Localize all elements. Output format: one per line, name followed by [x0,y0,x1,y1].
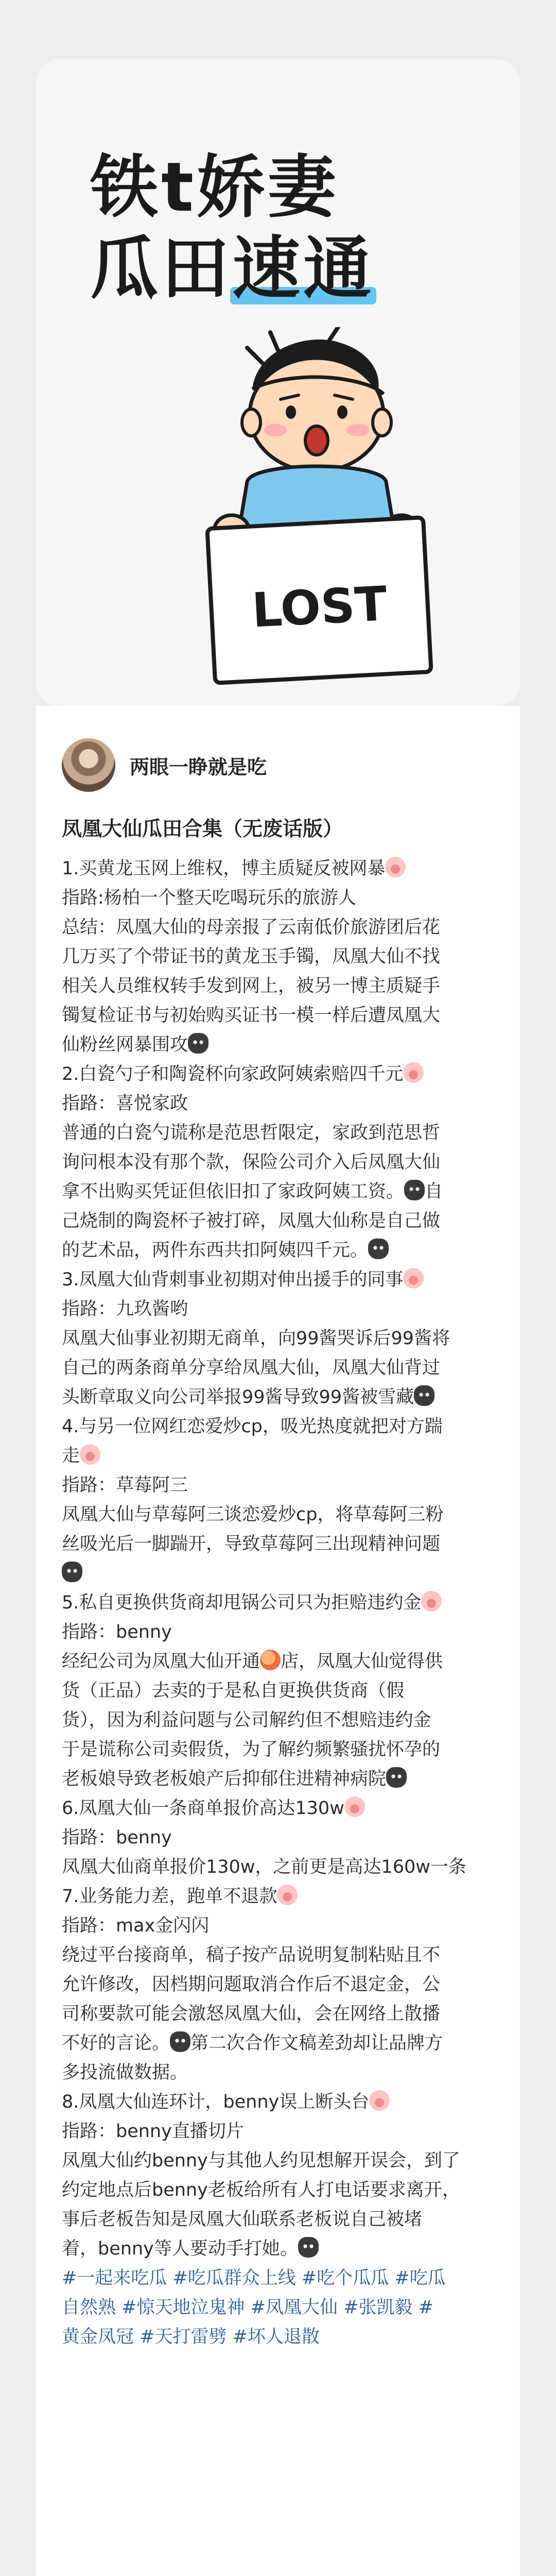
body-line: 镯复检证书与初始购买证书一模一样后遭凤凰大 [62,1005,441,1026]
body-line: 头断章取义向公司举报99酱导致99酱被雪藏 [62,1383,515,1412]
hashtag-line[interactable]: 黄金凤冠 #天打雷劈 #坏人退散 [62,2327,320,2347]
peach-emoji-icon [260,1650,281,1670]
cat-emoji-icon [298,2237,319,2258]
cat-emoji-icon [404,1180,425,1200]
body-line: 4.与另一位网红恋爱炒cp，吸光热度就把对方踹 [62,1416,443,1437]
body-line: 着，benny等人要动手打她。 [62,2234,515,2264]
body-line: 凤凰大仙商单报价130w，之前更是高达160w一条 [62,1857,466,1877]
body-line: 指路：喜悦家政 [62,1093,188,1114]
avatar[interactable] [62,738,115,792]
cover-title-line2 [90,228,374,310]
body-line: 相关人员维权转手发到网上，被另一博主质疑手 [62,976,441,996]
body-line: 凤凰大仙事业初期无商单，向99酱哭诉后99酱将 [62,1328,450,1349]
pig-emoji-icon [385,857,406,877]
body-line: 普通的白瓷勺谎称是范思哲限定，家政到范思哲 [62,1123,441,1143]
post-body [62,854,515,2352]
cover-title [90,147,374,310]
body-line: 货（正品）去卖的于是私自更换供货商（假 [62,1681,405,1701]
body-line: 不好的言论。 第二次合作文稿差劲却让品牌方 [62,2029,515,2058]
body-line: 7.业务能力差，跑单不退款 [62,1882,515,1911]
body-line: 指路：九玖酱哟 [62,1299,188,1319]
body-line: 老板娘导致老板娘产后抑郁住进精神病院 [62,1765,515,1794]
body-line: 允许修改，因档期问题取消合作后不退定金，公 [62,1974,441,1995]
body-line: 丝吸光后一脚踹开，导致草莓阿三出现精神问题 [62,1534,441,1554]
cat-emoji-icon [188,1033,208,1054]
body-line: 拿不出购买凭证但依旧扣了家政阿姨工资。 自 [62,1177,515,1207]
body-line: 于是谎称公司卖假货，为了解约频繁骚扰怀孕的 [62,1739,441,1760]
body-line: 事后老板告知是凤凰大仙联系老板说自己被堵 [62,2209,423,2230]
cat-emoji-icon [414,1385,435,1406]
body-line: 指路：benny [62,1827,172,1848]
body-line: 指路：benny直播切片 [62,2121,244,2142]
body-line: 约定地点后benny老板给所有人打电话要求离开， [62,2180,460,2200]
body-line: 凤凰大仙与草莓阿三谈恋爱炒cp，将草莓阿三粉 [62,1504,444,1525]
body-line [62,1559,515,1588]
body-line: 经纪公司为凤凰大仙开通 店，凤凰大仙觉得供 [62,1647,515,1676]
body-line: 的艺术品，两件东西共扣阿姨四千元。 [62,1236,515,1265]
body-line: 3.凤凰大仙背刺事业初期对伸出援手的同事 [62,1265,515,1295]
cover-image[interactable] [36,59,520,706]
cat-emoji-icon [386,1767,407,1788]
body-line: 凤凰大仙约benny与其他人约见想解开误会，到了 [62,2150,460,2171]
body-line: 多投流做数据。 [62,2062,188,2083]
cover-title-line2-a: 瓜田 [90,229,232,309]
pig-emoji-icon [277,1885,298,1905]
body-line: 指路：benny [62,1622,172,1642]
body-line: 1.买黄龙玉网上维权，博主质疑反被网暴 [62,854,515,884]
cat-emoji-icon [170,2031,190,2052]
pig-emoji-icon [369,2090,390,2111]
sign-text: LOST [250,576,389,638]
body-line: 指路：max金闪闪 [62,1916,210,1936]
pig-emoji-icon [344,1797,365,1817]
body-line: 8.凤凰大仙连环计，benny误上断头台 [62,2088,515,2117]
author-name[interactable]: 两眼一睁就是吃 [130,755,267,778]
cat-emoji-icon [368,1239,389,1259]
body-line: 仙粉丝网暴围攻 [62,1030,515,1060]
hashtag-line[interactable]: 自然熟 #惊天地泣鬼神 #凤凰大仙 #张凯毅 # [62,2297,433,2318]
body-line: 走 [62,1442,515,1471]
hashtag-line[interactable]: #一起来吃瓜 #吃瓜群众上线 #吃个瓜瓜 #吃瓜 [62,2268,446,2289]
body-line: 司称要款可能会激怒凤凰大仙，会在网络上散播 [62,2004,441,2024]
body-line: 5.私自更换供货商却甩锅公司只为拒赔违约金 [62,1588,515,1618]
author-row[interactable] [62,737,267,793]
body-line: 绕过平台接商单，稿子按产品说明复制粘贴且不 [62,1945,441,1965]
body-line: 货），因为利益问题与公司解约但不想赔违约金 [62,1710,431,1731]
pig-emoji-icon [403,1062,424,1083]
cover-title-highlight: 速通 [232,229,374,309]
pig-emoji-icon [403,1268,424,1289]
body-line: 6.凤凰大仙一条商单报价高达130w [62,1794,515,1823]
body-line: 指路:杨柏一个整天吃喝玩乐的旅游人 [62,888,356,908]
lost-sign-character-illustration [175,327,463,719]
body-line: 询问根本没有那个款，保险公司介入后凤凰大仙 [62,1152,441,1173]
pig-emoji-icon [421,1591,442,1612]
body-line: 总结：凤凰大仙的母亲报了云南低价旅游团后花 [62,917,441,938]
body-line: 2.白瓷勺子和陶瓷杯向家政阿姨索赔四千元 [62,1060,515,1089]
body-line: 几万买了个带证书的黄龙玉手镯，凤凰大仙不找 [62,946,441,967]
body-line: 己烧制的陶瓷杯子被打碎，凤凰大仙称是自己做 [62,1211,441,1231]
cat-emoji-icon [62,1562,82,1582]
body-line: 指路：草莓阿三 [62,1475,188,1496]
post-card [36,706,520,2576]
pig-emoji-icon [80,1444,100,1465]
cover-title-line1: 铁t娇妻 [90,148,339,227]
post-title: 凤凰大仙瓜田合集（无废话版） [62,818,343,841]
body-line: 自己的两条商单分享给凤凰大仙，凤凰大仙背过 [62,1358,441,1378]
